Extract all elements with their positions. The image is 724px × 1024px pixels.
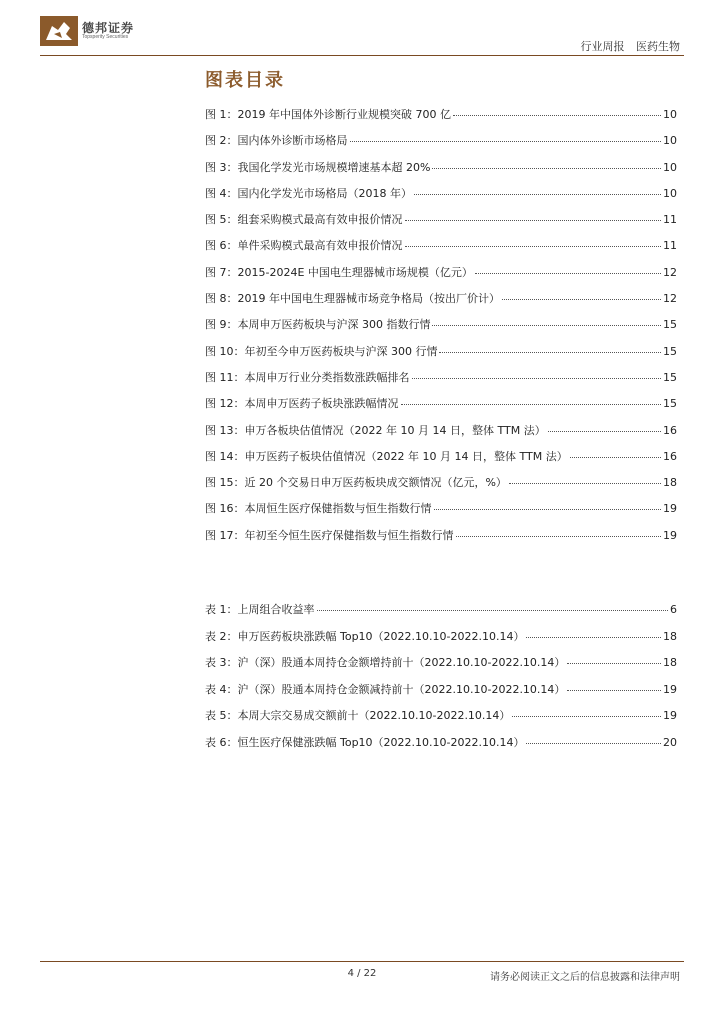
figure-entry-page: 12 (663, 265, 677, 279)
table-entry-label: 表 4：沪（深）股通本周持仓金额减持前十（2022.10.10-2022.10.14） (205, 682, 566, 696)
header-divider (40, 55, 684, 56)
figure-entry-page: 19 (663, 502, 677, 516)
table-entry-page: 19 (663, 682, 677, 696)
figure-entry-page: 16 (663, 449, 677, 463)
page-number: 4 / 22 (347, 968, 377, 979)
logo-chinese-name: 德邦证券 (82, 21, 135, 35)
page-header (0, 0, 724, 60)
table-list (205, 601, 677, 761)
figure-entry-page: 15 (663, 318, 677, 332)
leader-dots (350, 140, 662, 142)
figure-entry-page: 10 (663, 108, 677, 121)
figure-entry-page: 11 (663, 213, 677, 227)
leader-dots (453, 114, 661, 116)
figure-entry[interactable] (205, 448, 677, 474)
figure-entry-page: 15 (663, 370, 677, 384)
table-entry-label: 表 2：申万医药板块涨跌幅 Top10（2022.10.10-2022.10.14） (205, 629, 525, 643)
report-category (573, 38, 681, 54)
table-entry-page: 6 (670, 603, 677, 616)
table-entry-page: 18 (663, 656, 677, 670)
figure-entry-label: 图 2：国内体外诊断市场格局 (205, 134, 348, 148)
figure-entry-label: 图 16：本周恒生医疗保健指数与恒生指数行情 (205, 502, 432, 516)
leader-dots (317, 609, 669, 611)
figure-entry-label: 图 7：2015-2024E 中国电生理器械市场规模（亿元） (205, 265, 473, 279)
leader-dots (414, 193, 661, 195)
figure-entry[interactable] (205, 316, 677, 342)
figure-entry-label: 图 11：本周申万行业分类指数涨跌幅排名 (205, 370, 410, 384)
figure-entry-label: 图 15：近 20 个交易日申万医药板块成交额情况（亿元，%） (205, 476, 507, 490)
figure-entry-page: 16 (663, 423, 677, 437)
figure-entry-label: 图 13：申万各板块估值情况（2022 年 10 月 14 日，整体 TTM 法） (205, 423, 546, 437)
figure-entry-label: 图 6：单件采购模式最高有效申报价情况 (205, 239, 403, 253)
leader-dots (567, 689, 661, 691)
figure-entry-page: 15 (663, 344, 677, 358)
table-entry-label: 表 6：恒生医疗保健涨跌幅 Top10（2022.10.10-2022.10.14） (205, 735, 525, 749)
company-logo-icon (40, 16, 78, 46)
figure-entry-page: 15 (663, 397, 677, 411)
figure-entry[interactable] (205, 369, 677, 395)
footer-divider (40, 961, 684, 962)
figure-entry-label: 图 17：年初至今恒生医疗保健指数与恒生指数行情 (205, 528, 454, 542)
leader-dots (509, 482, 661, 484)
figure-entry-page: 19 (663, 528, 677, 542)
figure-entry-label: 图 5：组套采购模式最高有效申报价情况 (205, 213, 403, 227)
figure-entry[interactable] (205, 264, 677, 290)
figure-entry-label: 图 4：国内化学发光市场格局（2018 年） (205, 186, 412, 200)
figure-entry[interactable] (205, 237, 677, 263)
figure-entry-label: 图 12：本周申万医药子板块涨跌幅情况 (205, 397, 399, 411)
table-entry[interactable] (205, 628, 677, 655)
figure-entry-page: 11 (663, 239, 677, 253)
leader-dots (567, 662, 661, 664)
figure-entry[interactable] (205, 185, 677, 211)
table-entry[interactable] (205, 707, 677, 734)
figure-entry[interactable] (205, 290, 677, 316)
figure-entry-label: 图 1：2019 年中国体外诊断行业规模突破 700 亿 (205, 108, 451, 121)
leader-dots (401, 403, 662, 405)
table-entry-page: 18 (663, 629, 677, 643)
table-entry-page: 20 (663, 735, 677, 749)
table-entry-label: 表 5：本周大宗交易成交额前十（2022.10.10-2022.10.14） (205, 709, 511, 723)
table-entry-page: 19 (663, 709, 677, 723)
leader-dots (405, 245, 662, 247)
figure-entry[interactable] (205, 500, 677, 526)
figure-entry-page: 10 (663, 134, 677, 148)
figure-entry[interactable] (205, 159, 677, 185)
leader-dots (548, 430, 661, 432)
figure-entry[interactable] (205, 132, 677, 158)
leader-dots (434, 508, 662, 510)
figure-entry-page: 10 (663, 186, 677, 200)
table-entry-label: 表 3：沪（深）股通本周持仓金额增持前十（2022.10.10-2022.10.14） (205, 656, 566, 670)
figure-list (205, 106, 677, 553)
leader-dots (526, 742, 661, 744)
leader-dots (432, 324, 661, 326)
logo-english-name: Topsperity Securities (82, 34, 129, 40)
figure-entry-page: 10 (663, 160, 677, 174)
figure-entry[interactable] (205, 343, 677, 369)
figure-entry-label: 图 10：年初至今申万医药板块与沪深 300 行情 (205, 344, 438, 358)
report-type: 行业周报 (580, 40, 625, 53)
leader-dots (526, 636, 661, 638)
figure-entry-label: 图 3：我国化学发光市场规模增速基本超 20% (205, 160, 431, 174)
leader-dots (512, 715, 661, 717)
figure-entry[interactable] (205, 395, 677, 421)
figure-entry[interactable] (205, 106, 677, 132)
figure-entry-label: 图 14：申万医药子板块估值情况（2022 年 10 月 14 日，整体 TTM 法） (205, 449, 568, 463)
leader-dots (405, 219, 662, 221)
leader-dots (475, 272, 661, 274)
report-sector: 医药生物 (636, 40, 680, 53)
disclaimer-text: 请务必阅读正文之后的信息披露和法律声明 (490, 972, 680, 983)
leader-dots (502, 298, 661, 300)
leader-dots (412, 377, 662, 379)
leader-dots (439, 351, 661, 353)
table-entry[interactable] (205, 734, 677, 761)
figure-entry-label: 图 9：本周申万医药板块与沪深 300 指数行情 (205, 318, 431, 332)
figure-entry[interactable] (205, 211, 677, 237)
figure-entry-page: 12 (663, 292, 677, 306)
figure-entry[interactable] (205, 527, 677, 553)
figure-entry[interactable] (205, 422, 677, 448)
figure-entry-label: 图 8：2019 年中国电生理器械市场竞争格局（按出厂价计） (205, 292, 500, 306)
figure-entry-page: 18 (663, 476, 677, 490)
table-entry[interactable] (205, 654, 677, 681)
leader-dots (456, 535, 662, 537)
leader-dots (432, 167, 661, 169)
figure-entry[interactable] (205, 474, 677, 500)
table-entry[interactable] (205, 601, 677, 628)
leader-dots (570, 456, 661, 458)
table-entry[interactable] (205, 681, 677, 708)
section-title: 图表目录 (205, 70, 285, 91)
table-entry-label: 表 1：上周组合收益率 (205, 603, 315, 616)
